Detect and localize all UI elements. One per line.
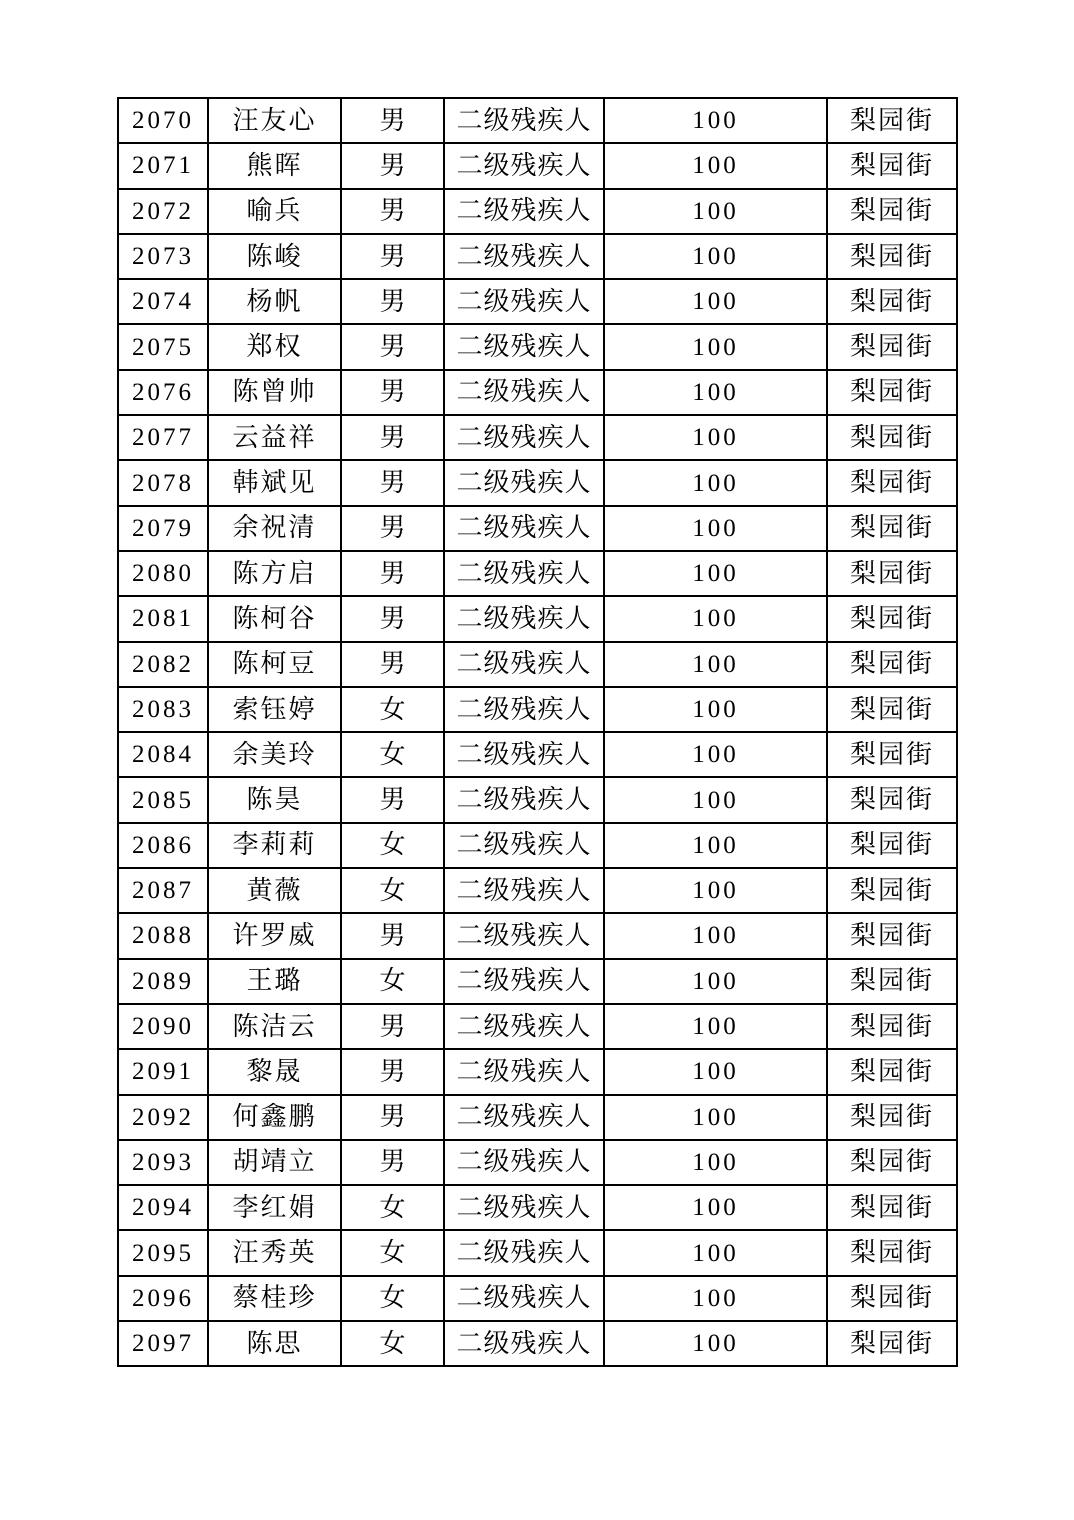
gender-cell: 女	[341, 687, 444, 732]
table-row	[118, 596, 957, 641]
gender-cell: 男	[341, 596, 444, 641]
name-cell: 黎晟	[208, 1049, 341, 1094]
street-cell: 梨园街	[827, 596, 957, 641]
disability-level-cell: 二级残疾人	[444, 143, 604, 188]
street-cell: 梨园街	[827, 1276, 957, 1321]
street-cell: 梨园街	[827, 460, 957, 505]
table-body	[118, 98, 957, 1366]
street-cell: 梨园街	[827, 1230, 957, 1275]
amount-cell: 100	[604, 642, 827, 687]
gender-cell: 男	[341, 1049, 444, 1094]
name-cell: 陈昊	[208, 777, 341, 822]
gender-cell: 女	[341, 1230, 444, 1275]
name-cell: 陈峻	[208, 234, 341, 279]
table-row	[118, 324, 957, 369]
amount-cell: 100	[604, 732, 827, 777]
gender-cell: 男	[341, 234, 444, 279]
gender-cell: 男	[341, 370, 444, 415]
table-row	[118, 1321, 957, 1366]
table-row	[118, 1276, 957, 1321]
table-row	[118, 143, 957, 188]
street-cell: 梨园街	[827, 1004, 957, 1049]
street-cell: 梨园街	[827, 642, 957, 687]
name-cell: 王璐	[208, 959, 341, 1004]
gender-cell: 男	[341, 642, 444, 687]
serial-number-cell: 2086	[118, 823, 208, 868]
disability-level-cell: 二级残疾人	[444, 1230, 604, 1275]
name-cell: 陈方启	[208, 551, 341, 596]
disability-level-cell: 二级残疾人	[444, 279, 604, 324]
disability-level-cell: 二级残疾人	[444, 551, 604, 596]
amount-cell: 100	[604, 1230, 827, 1275]
amount-cell: 100	[604, 596, 827, 641]
disability-level-cell: 二级残疾人	[444, 1004, 604, 1049]
gender-cell: 男	[341, 279, 444, 324]
gender-cell: 男	[341, 913, 444, 958]
disability-level-cell: 二级残疾人	[444, 777, 604, 822]
name-cell: 陈柯谷	[208, 596, 341, 641]
disability-level-cell: 二级残疾人	[444, 959, 604, 1004]
name-cell: 李红娟	[208, 1185, 341, 1230]
table-row	[118, 551, 957, 596]
table-row	[118, 732, 957, 777]
disability-level-cell: 二级残疾人	[444, 596, 604, 641]
table-row	[118, 1049, 957, 1094]
serial-number-cell: 2094	[118, 1185, 208, 1230]
disability-level-cell: 二级残疾人	[444, 1185, 604, 1230]
name-cell: 黄薇	[208, 868, 341, 913]
gender-cell: 男	[341, 324, 444, 369]
amount-cell: 100	[604, 1321, 827, 1366]
disability-level-cell: 二级残疾人	[444, 1049, 604, 1094]
street-cell: 梨园街	[827, 324, 957, 369]
serial-number-cell: 2083	[118, 687, 208, 732]
disability-level-cell: 二级残疾人	[444, 913, 604, 958]
gender-cell: 男	[341, 98, 444, 143]
amount-cell: 100	[604, 234, 827, 279]
disability-level-cell: 二级残疾人	[444, 460, 604, 505]
name-cell: 索钰婷	[208, 687, 341, 732]
street-cell: 梨园街	[827, 143, 957, 188]
disability-level-cell: 二级残疾人	[444, 415, 604, 460]
table-row	[118, 506, 957, 551]
disability-level-cell: 二级残疾人	[444, 732, 604, 777]
serial-number-cell: 2088	[118, 913, 208, 958]
table-row	[118, 1095, 957, 1140]
amount-cell: 100	[604, 1140, 827, 1185]
table-row	[118, 642, 957, 687]
table-row	[118, 98, 957, 143]
table-row	[118, 279, 957, 324]
gender-cell: 男	[341, 460, 444, 505]
name-cell: 李莉莉	[208, 823, 341, 868]
disability-level-cell: 二级残疾人	[444, 234, 604, 279]
serial-number-cell: 2080	[118, 551, 208, 596]
table-row	[118, 189, 957, 234]
gender-cell: 男	[341, 143, 444, 188]
street-cell: 梨园街	[827, 551, 957, 596]
amount-cell: 100	[604, 913, 827, 958]
serial-number-cell: 2085	[118, 777, 208, 822]
street-cell: 梨园街	[827, 1140, 957, 1185]
serial-number-cell: 2091	[118, 1049, 208, 1094]
amount-cell: 100	[604, 1276, 827, 1321]
table-row	[118, 1230, 957, 1275]
serial-number-cell: 2075	[118, 324, 208, 369]
table-row	[118, 823, 957, 868]
name-cell: 许罗威	[208, 913, 341, 958]
amount-cell: 100	[604, 687, 827, 732]
table-row	[118, 460, 957, 505]
serial-number-cell: 2070	[118, 98, 208, 143]
gender-cell: 女	[341, 1321, 444, 1366]
amount-cell: 100	[604, 98, 827, 143]
disability-level-cell: 二级残疾人	[444, 1321, 604, 1366]
table-row	[118, 687, 957, 732]
amount-cell: 100	[604, 1095, 827, 1140]
disability-level-cell: 二级残疾人	[444, 1095, 604, 1140]
serial-number-cell: 2078	[118, 460, 208, 505]
street-cell: 梨园街	[827, 959, 957, 1004]
street-cell: 梨园街	[827, 732, 957, 777]
table-row	[118, 777, 957, 822]
disability-level-cell: 二级残疾人	[444, 189, 604, 234]
serial-number-cell: 2076	[118, 370, 208, 415]
serial-number-cell: 2090	[118, 1004, 208, 1049]
gender-cell: 女	[341, 868, 444, 913]
serial-number-cell: 2095	[118, 1230, 208, 1275]
name-cell: 郑权	[208, 324, 341, 369]
street-cell: 梨园街	[827, 823, 957, 868]
street-cell: 梨园街	[827, 1185, 957, 1230]
table-row	[118, 1140, 957, 1185]
gender-cell: 男	[341, 189, 444, 234]
street-cell: 梨园街	[827, 98, 957, 143]
name-cell: 陈洁云	[208, 1004, 341, 1049]
gender-cell: 男	[341, 1004, 444, 1049]
street-cell: 梨园街	[827, 415, 957, 460]
amount-cell: 100	[604, 189, 827, 234]
name-cell: 陈曾帅	[208, 370, 341, 415]
name-cell: 陈思	[208, 1321, 341, 1366]
street-cell: 梨园街	[827, 279, 957, 324]
name-cell: 陈柯豆	[208, 642, 341, 687]
amount-cell: 100	[604, 506, 827, 551]
serial-number-cell: 2079	[118, 506, 208, 551]
disability-level-cell: 二级残疾人	[444, 687, 604, 732]
gender-cell: 男	[341, 777, 444, 822]
street-cell: 梨园街	[827, 1095, 957, 1140]
amount-cell: 100	[604, 143, 827, 188]
serial-number-cell: 2077	[118, 415, 208, 460]
name-cell: 韩斌见	[208, 460, 341, 505]
street-cell: 梨园街	[827, 370, 957, 415]
disability-level-cell: 二级残疾人	[444, 370, 604, 415]
gender-cell: 男	[341, 551, 444, 596]
amount-cell: 100	[604, 959, 827, 1004]
gender-cell: 男	[341, 1140, 444, 1185]
name-cell: 余美玲	[208, 732, 341, 777]
amount-cell: 100	[604, 415, 827, 460]
disability-level-cell: 二级残疾人	[444, 1276, 604, 1321]
serial-number-cell: 2089	[118, 959, 208, 1004]
gender-cell: 女	[341, 1276, 444, 1321]
name-cell: 汪秀英	[208, 1230, 341, 1275]
amount-cell: 100	[604, 460, 827, 505]
amount-cell: 100	[604, 1049, 827, 1094]
amount-cell: 100	[604, 1004, 827, 1049]
street-cell: 梨园街	[827, 913, 957, 958]
street-cell: 梨园街	[827, 189, 957, 234]
street-cell: 梨园街	[827, 1321, 957, 1366]
table-row	[118, 370, 957, 415]
name-cell: 蔡桂珍	[208, 1276, 341, 1321]
table-row	[118, 913, 957, 958]
disability-level-cell: 二级残疾人	[444, 98, 604, 143]
serial-number-cell: 2084	[118, 732, 208, 777]
table-row	[118, 1185, 957, 1230]
name-cell: 胡靖立	[208, 1140, 341, 1185]
disability-level-cell: 二级残疾人	[444, 868, 604, 913]
serial-number-cell: 2096	[118, 1276, 208, 1321]
amount-cell: 100	[604, 279, 827, 324]
name-cell: 余祝清	[208, 506, 341, 551]
serial-number-cell: 2087	[118, 868, 208, 913]
gender-cell: 女	[341, 1185, 444, 1230]
disability-level-cell: 二级残疾人	[444, 506, 604, 551]
amount-cell: 100	[604, 324, 827, 369]
disability-level-cell: 二级残疾人	[444, 823, 604, 868]
disability-level-cell: 二级残疾人	[444, 642, 604, 687]
name-cell: 喻兵	[208, 189, 341, 234]
serial-number-cell: 2082	[118, 642, 208, 687]
amount-cell: 100	[604, 370, 827, 415]
name-cell: 熊晖	[208, 143, 341, 188]
name-cell: 何鑫鹏	[208, 1095, 341, 1140]
gender-cell: 男	[341, 506, 444, 551]
table-row	[118, 868, 957, 913]
table-row	[118, 1004, 957, 1049]
amount-cell: 100	[604, 777, 827, 822]
serial-number-cell: 2074	[118, 279, 208, 324]
street-cell: 梨园街	[827, 687, 957, 732]
name-cell: 云益祥	[208, 415, 341, 460]
disability-level-cell: 二级残疾人	[444, 324, 604, 369]
amount-cell: 100	[604, 823, 827, 868]
table-row	[118, 415, 957, 460]
name-cell: 汪友心	[208, 98, 341, 143]
street-cell: 梨园街	[827, 1049, 957, 1094]
disability-level-cell: 二级残疾人	[444, 1140, 604, 1185]
name-cell: 杨帆	[208, 279, 341, 324]
amount-cell: 100	[604, 868, 827, 913]
gender-cell: 男	[341, 1095, 444, 1140]
street-cell: 梨园街	[827, 777, 957, 822]
table-row	[118, 234, 957, 279]
street-cell: 梨园街	[827, 868, 957, 913]
gender-cell: 男	[341, 415, 444, 460]
amount-cell: 100	[604, 551, 827, 596]
gender-cell: 女	[341, 732, 444, 777]
street-cell: 梨园街	[827, 234, 957, 279]
serial-number-cell: 2093	[118, 1140, 208, 1185]
serial-number-cell: 2073	[118, 234, 208, 279]
table-row	[118, 959, 957, 1004]
serial-number-cell: 2081	[118, 596, 208, 641]
recipient-table	[117, 97, 958, 1367]
serial-number-cell: 2097	[118, 1321, 208, 1366]
serial-number-cell: 2072	[118, 189, 208, 234]
gender-cell: 女	[341, 959, 444, 1004]
serial-number-cell: 2092	[118, 1095, 208, 1140]
gender-cell: 女	[341, 823, 444, 868]
serial-number-cell: 2071	[118, 143, 208, 188]
amount-cell: 100	[604, 1185, 827, 1230]
street-cell: 梨园街	[827, 506, 957, 551]
